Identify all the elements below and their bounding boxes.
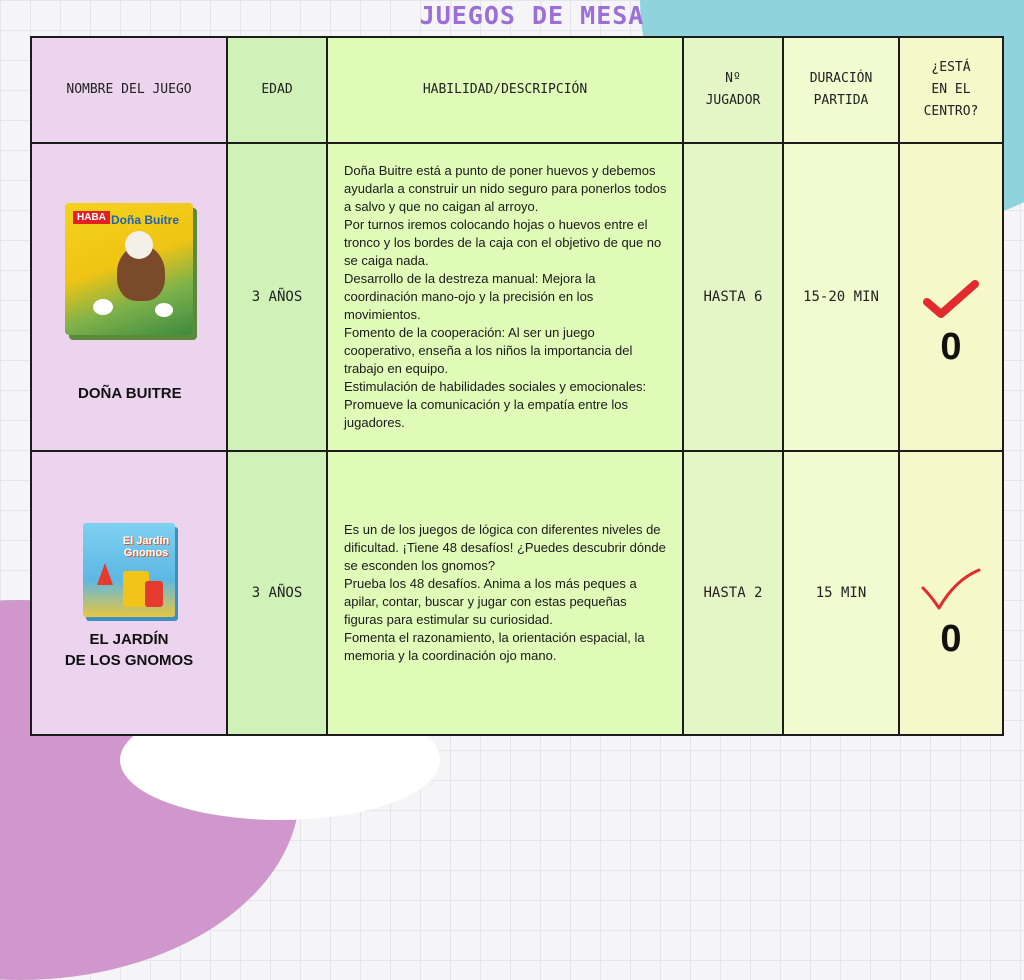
check-icon bbox=[919, 566, 983, 614]
game-box-image bbox=[65, 203, 193, 335]
description-paragraph: Estimulación de habilidades sociales y emocionales: Promueve la comunicación y la empatía entre los jugadores. bbox=[344, 379, 647, 430]
players-cell: HASTA 6 bbox=[683, 143, 783, 451]
header-duration-line2: PARTIDA bbox=[813, 93, 869, 108]
page-title: JUEGOS DE MESA bbox=[419, 1, 645, 30]
description-cell bbox=[327, 451, 683, 735]
game-cell bbox=[31, 451, 227, 735]
availability-count: 0 bbox=[940, 325, 962, 368]
description-paragraph: Fomento de la cooperación: Al ser un juego cooperativo, enseña a los niños la importancia del trabajo en equipo. bbox=[344, 325, 633, 376]
age-cell: 3 AÑOS bbox=[227, 451, 327, 735]
age-cell: 3 AÑOS bbox=[227, 143, 327, 451]
box-title-logo: El Jardín Gnomos bbox=[122, 535, 170, 559]
table-row bbox=[31, 451, 1003, 735]
game-name bbox=[32, 629, 226, 671]
header-players-line2: JUGADOR bbox=[705, 93, 761, 108]
header-available-line1: ¿ESTÁ bbox=[931, 60, 971, 75]
header-row bbox=[31, 37, 1003, 143]
game-name: DOÑA BUITRE bbox=[78, 384, 182, 402]
description-paragraph: Fomenta el razonamiento, la orientación espacial, la memoria y la coordinación ojo mano. bbox=[344, 630, 645, 663]
availability-cell bbox=[899, 143, 1003, 451]
box-title-logo: Doña Buitre bbox=[111, 212, 180, 227]
games-table bbox=[30, 36, 1004, 736]
header-skill: HABILIDAD/DESCRIPCIÓN bbox=[327, 37, 683, 143]
header-players bbox=[683, 37, 783, 143]
header-name: NOMBRE DEL JUEGO bbox=[31, 37, 227, 143]
duration-cell: 15-20 MIN bbox=[783, 143, 899, 451]
header-available-line3: CENTRO? bbox=[923, 104, 979, 119]
description-cell bbox=[327, 143, 683, 451]
header-available-line2: EN EL bbox=[931, 82, 971, 97]
description-paragraph: Es un de los juegos de lógica con diferentes niveles de dificultad. ¡Tiene 48 desafíos! ¿Puedes descubrir dónde se esconden los gnomos? bbox=[344, 522, 666, 573]
header-age: EDAD bbox=[227, 37, 327, 143]
players-cell: HASTA 2 bbox=[683, 451, 783, 735]
game-name-line1: EL JARDÍN bbox=[89, 631, 169, 648]
header-available bbox=[899, 37, 1003, 143]
check-icon bbox=[923, 278, 979, 322]
description-paragraph: Prueba los 48 desafíos. Anima a los más peques a apilar, contar, buscar y jugar con estas pequeñas figuras para estimular su curiosidad. bbox=[344, 576, 637, 627]
game-cell bbox=[31, 143, 227, 451]
table-row bbox=[31, 143, 1003, 451]
game-name-line2: DE LOS GNOMOS bbox=[64, 652, 194, 669]
description-paragraph: Por turnos iremos colocando hojas o huevos entre el tronco y los bordes de la caja con el objetivo de que no se caiga nada. bbox=[344, 217, 662, 268]
game-box-image bbox=[83, 523, 175, 617]
availability-cell bbox=[899, 451, 1003, 735]
header-players-line1: Nº bbox=[725, 71, 741, 86]
header-duration-line1: DURACIÓN bbox=[809, 71, 873, 86]
description-paragraph: Doña Buitre está a punto de poner huevos y debemos ayudarla a construir un nido seguro para ponerlos todos a salvo y que no caigan al arroyo. bbox=[344, 163, 667, 214]
header-duration bbox=[783, 37, 899, 143]
description-paragraph: Desarrollo de la destreza manual: Mejora la coordinación mano-ojo y la precisión en los movimientos. bbox=[344, 271, 596, 322]
box-brand-logo: HABA bbox=[73, 211, 110, 224]
availability-count: 0 bbox=[940, 617, 962, 660]
duration-cell: 15 MIN bbox=[783, 451, 899, 735]
